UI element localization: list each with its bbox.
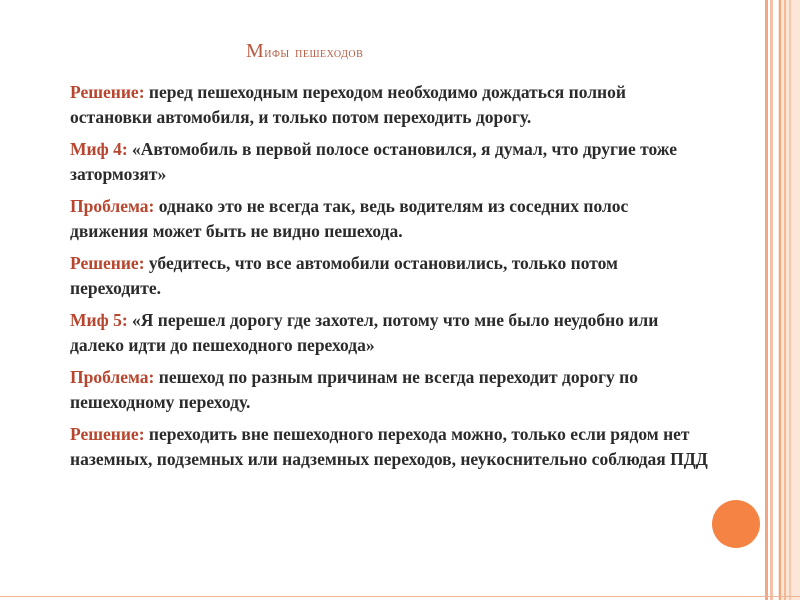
item-text: убедитесь, что все автомобили остановились, только потом переходите. xyxy=(70,253,618,298)
list-item xyxy=(48,194,708,244)
item-label: Проблема: xyxy=(70,196,155,216)
myths-list xyxy=(48,80,708,479)
decorative-stripe xyxy=(765,0,768,600)
list-item xyxy=(48,308,708,358)
item-text: «Автомобиль в первой полосе остановился, я думал, что другие тоже затормозят» xyxy=(70,139,678,184)
decorative-stripe xyxy=(779,0,781,600)
slide-title xyxy=(246,40,363,63)
list-item xyxy=(48,137,708,187)
title-second-word: пешеходов xyxy=(295,46,364,61)
decorative-stripe xyxy=(770,0,773,600)
list-item xyxy=(48,251,708,301)
list-item xyxy=(48,80,708,130)
list-item xyxy=(48,422,708,472)
item-text: «Я перешел дорогу где захотел, потому что мне было неудобно или далеко идти до пешеходного перехода» xyxy=(70,310,659,355)
decorative-circle xyxy=(712,500,760,548)
decorative-stripe xyxy=(784,0,786,600)
item-text: пешеход по разным причинам не всегда переходит дорогу по пешеходному переходу. xyxy=(70,367,639,412)
title-first-letter: М xyxy=(246,40,265,62)
item-text: переходить вне пешеходного перехода можно, только если рядом нет наземных, подземных или надземных переходов, неукоснительно соблюдая ПДД xyxy=(70,424,708,469)
item-label: Миф 4: xyxy=(70,139,128,159)
item-text: перед пешеходным переходом необходимо дождаться полной остановки автомобиля, и только потом переходить дорогу. xyxy=(70,82,626,127)
title-first-word-rest: ифы xyxy=(264,46,290,61)
list-item xyxy=(48,365,708,415)
item-label: Проблема: xyxy=(70,367,155,387)
item-label: Решение: xyxy=(70,424,145,444)
item-label: Решение: xyxy=(70,82,145,102)
bottom-divider xyxy=(0,596,800,597)
item-text: однако это не всегда так, ведь водителям из соседних полос движения может быть не видно пешехода. xyxy=(70,196,629,241)
item-label: Решение: xyxy=(70,253,145,273)
decorative-stripe xyxy=(789,0,791,600)
item-label: Миф 5: xyxy=(70,310,128,330)
